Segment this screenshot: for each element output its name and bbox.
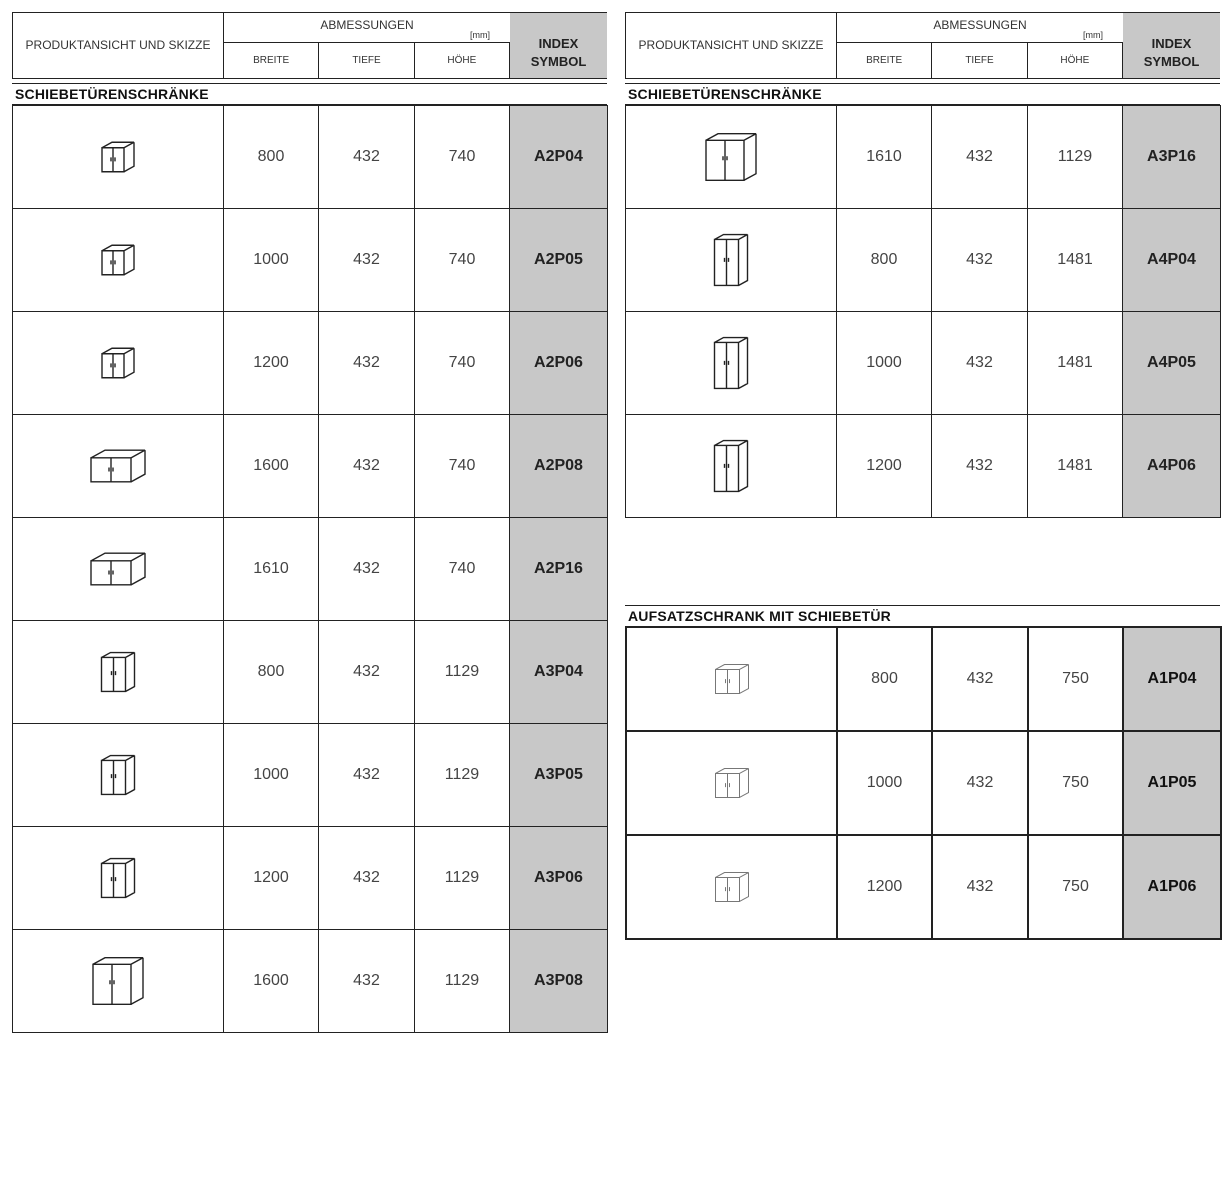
- header-depth: TIEFE: [319, 43, 414, 78]
- index-symbol-cell: A2P05: [510, 209, 608, 312]
- wide-mid-cabinet-icon: [626, 122, 836, 192]
- index-symbol-cell: A1P04: [1123, 627, 1221, 731]
- depth-cell: 432: [932, 415, 1028, 518]
- table-row: [626, 415, 1221, 518]
- table-row: [13, 827, 608, 930]
- depth-cell: 432: [319, 209, 415, 312]
- header-dimensions: [224, 13, 510, 78]
- table-row: [13, 312, 608, 415]
- depth-cell: 432: [319, 312, 415, 415]
- product-table: [12, 105, 608, 1033]
- header-unit: [mm]: [470, 30, 490, 40]
- table-header: [625, 12, 1220, 79]
- width-cell: 1610: [837, 106, 932, 209]
- wide-mid-cabinet-icon: [13, 946, 223, 1016]
- depth-cell: 432: [319, 930, 415, 1033]
- index-symbol-cell: A2P08: [510, 415, 608, 518]
- width-cell: 1600: [224, 415, 319, 518]
- width-cell: 1000: [224, 209, 319, 312]
- mid-cabinet-icon: [13, 637, 223, 707]
- index-symbol-cell: A4P04: [1123, 209, 1221, 312]
- table-row: [626, 835, 1221, 939]
- header-index: [510, 13, 607, 78]
- width-cell: 1610: [224, 518, 319, 621]
- product-sketch-cell: [13, 930, 224, 1033]
- product-sketch-cell: [626, 731, 837, 835]
- header-index: [1123, 13, 1220, 78]
- depth-cell: 432: [319, 827, 415, 930]
- height-cell: 740: [415, 106, 510, 209]
- long-low-cabinet-icon: [13, 534, 223, 604]
- product-sketch-cell: [626, 627, 837, 731]
- product-sketch-cell: [13, 106, 224, 209]
- index-symbol-cell: A3P04: [510, 621, 608, 724]
- depth-cell: 432: [932, 312, 1028, 415]
- depth-cell: 432: [319, 415, 415, 518]
- index-symbol-cell: A2P16: [510, 518, 608, 621]
- index-symbol-cell: A4P06: [1123, 415, 1221, 518]
- table-row: [626, 209, 1221, 312]
- height-cell: 740: [415, 312, 510, 415]
- width-cell: 800: [837, 627, 932, 731]
- width-cell: 1000: [837, 312, 932, 415]
- mid-cabinet-icon: [13, 740, 223, 810]
- width-cell: 800: [224, 621, 319, 724]
- index-symbol-cell: A3P05: [510, 724, 608, 827]
- height-cell: 750: [1028, 731, 1123, 835]
- header-dimensions: [837, 13, 1123, 78]
- long-low-cabinet-icon: [13, 431, 223, 501]
- width-cell: 1200: [224, 827, 319, 930]
- top-cabinet-icon: [627, 852, 836, 922]
- height-cell: 1129: [415, 827, 510, 930]
- top-cabinet-icon: [627, 644, 836, 714]
- table-row: [13, 106, 608, 209]
- table-row: [13, 621, 608, 724]
- low-cabinet-icon: [13, 225, 223, 295]
- product-sketch-cell: [626, 106, 837, 209]
- index-symbol-cell: A3P08: [510, 930, 608, 1033]
- low-cabinet-icon: [13, 122, 223, 192]
- header-depth: TIEFE: [932, 43, 1027, 78]
- product-sketch-cell: [13, 209, 224, 312]
- width-cell: 1200: [224, 312, 319, 415]
- section-title: SCHIEBETÜRENSCHRÄNKE: [628, 86, 822, 102]
- product-table: [625, 105, 1221, 518]
- section-left: [12, 83, 607, 1033]
- right-panel: [625, 12, 1220, 895]
- header-product: PRODUKTANSICHT UND SKIZZE: [626, 13, 837, 78]
- product-sketch-cell: [626, 209, 837, 312]
- height-cell: 750: [1028, 627, 1123, 731]
- header-height: HÖHE: [415, 43, 510, 78]
- width-cell: 1200: [837, 835, 932, 939]
- index-symbol-cell: A3P06: [510, 827, 608, 930]
- section-right-2: [625, 605, 1220, 940]
- mid-cabinet-icon: [13, 843, 223, 913]
- height-cell: 740: [415, 209, 510, 312]
- depth-cell: 432: [932, 209, 1028, 312]
- header-dimensions-label: ABMESSUNGEN: [320, 18, 414, 32]
- width-cell: 1000: [837, 731, 932, 835]
- height-cell: 1129: [415, 930, 510, 1033]
- product-sketch-cell: [13, 621, 224, 724]
- header-index-line1: INDEX: [538, 35, 579, 51]
- header-unit: [mm]: [1083, 30, 1103, 40]
- height-cell: 1129: [1028, 106, 1123, 209]
- table-header: [12, 12, 607, 79]
- left-panel: [12, 12, 607, 989]
- depth-cell: 432: [319, 518, 415, 621]
- product-sketch-cell: [13, 518, 224, 621]
- tall-cabinet-icon: [626, 431, 836, 501]
- section-right: [625, 83, 1220, 518]
- section-title: AUFSATZSCHRANK MIT SCHIEBETÜR: [628, 608, 891, 624]
- table-row: [626, 627, 1221, 731]
- section-title: SCHIEBETÜRENSCHRÄNKE: [15, 86, 209, 102]
- product-sketch-cell: [626, 312, 837, 415]
- table-row: [13, 724, 608, 827]
- tall-cabinet-icon: [626, 225, 836, 295]
- width-cell: 1000: [224, 724, 319, 827]
- table-row: [13, 415, 608, 518]
- index-symbol-cell: A1P06: [1123, 835, 1221, 939]
- product-sketch-cell: [13, 827, 224, 930]
- index-symbol-cell: A2P04: [510, 106, 608, 209]
- table-row: [13, 209, 608, 312]
- header-height: HÖHE: [1028, 43, 1123, 78]
- depth-cell: 432: [319, 724, 415, 827]
- low-cabinet-icon: [13, 328, 223, 398]
- header-product: PRODUKTANSICHT UND SKIZZE: [13, 13, 224, 78]
- index-symbol-cell: A1P05: [1123, 731, 1221, 835]
- height-cell: 1481: [1028, 209, 1123, 312]
- header-width: BREITE: [837, 43, 932, 78]
- index-symbol-cell: A4P05: [1123, 312, 1221, 415]
- height-cell: 1129: [415, 621, 510, 724]
- tall-cabinet-icon: [626, 328, 836, 398]
- depth-cell: 432: [319, 621, 415, 724]
- depth-cell: 432: [932, 627, 1028, 731]
- height-cell: 1481: [1028, 415, 1123, 518]
- index-symbol-cell: A3P16: [1123, 106, 1221, 209]
- header-index-line2: SYMBOL: [530, 53, 587, 69]
- width-cell: 800: [837, 209, 932, 312]
- header-index-line2: SYMBOL: [1143, 53, 1200, 69]
- height-cell: 1129: [415, 724, 510, 827]
- depth-cell: 432: [932, 106, 1028, 209]
- table-row: [13, 518, 608, 621]
- width-cell: 1600: [224, 930, 319, 1033]
- product-sketch-cell: [13, 724, 224, 827]
- table-row: [626, 106, 1221, 209]
- table-row: [626, 731, 1221, 835]
- depth-cell: 432: [932, 731, 1028, 835]
- table-row: [626, 312, 1221, 415]
- index-symbol-cell: A2P06: [510, 312, 608, 415]
- table-row: [13, 930, 608, 1033]
- height-cell: 740: [415, 518, 510, 621]
- header-index-line1: INDEX: [1151, 35, 1192, 51]
- width-cell: 800: [224, 106, 319, 209]
- product-sketch-cell: [626, 835, 837, 939]
- header-width: BREITE: [224, 43, 319, 78]
- height-cell: 750: [1028, 835, 1123, 939]
- width-cell: 1200: [837, 415, 932, 518]
- top-cabinet-icon: [627, 748, 836, 818]
- product-sketch-cell: [626, 415, 837, 518]
- product-table: [625, 626, 1222, 940]
- height-cell: 1481: [1028, 312, 1123, 415]
- product-sketch-cell: [13, 312, 224, 415]
- depth-cell: 432: [932, 835, 1028, 939]
- product-sketch-cell: [13, 415, 224, 518]
- header-dimensions-label: ABMESSUNGEN: [933, 18, 1027, 32]
- depth-cell: 432: [319, 106, 415, 209]
- height-cell: 740: [415, 415, 510, 518]
